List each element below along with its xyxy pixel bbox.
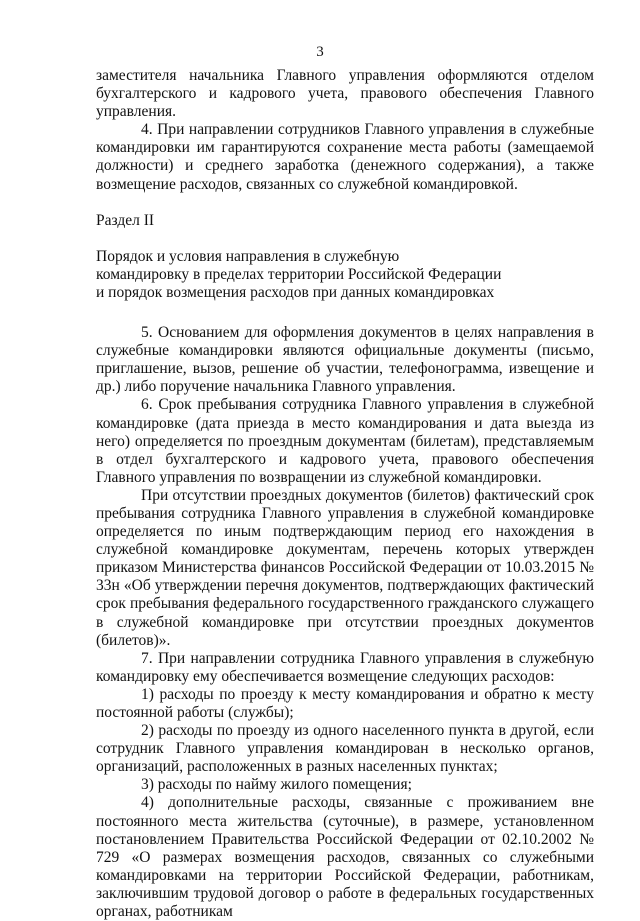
section-title-line: Порядок и условия направления в служебную — [96, 247, 400, 265]
spacer — [96, 302, 594, 324]
section-title-line: и порядок возмещения расходов при данных командировках — [96, 283, 495, 301]
spacer — [96, 194, 594, 212]
spacer — [96, 230, 594, 248]
list-item: 1) расходы по проезду к месту командирования и обратно к месту постоянной работы (службы); — [96, 685, 594, 721]
paragraph: 6. Срок пребывания сотрудника Главного управления в служебной командировке (дата приезда в место командирования и дата выезда из него) определяется по проездным документам (билетам), представляемым в отдел бухгалтерского и кадрового учета, правового обеспечения Главного управления по возвращении из служебной командировки. — [96, 396, 594, 486]
list-item: 3) расходы по найму жилого помещения; — [141, 776, 412, 794]
document-body — [96, 67, 594, 921]
paragraph: При отсутствии проездных документов (билетов) фактический срок пребывания сотрудника Главного управления в служебной командировке определяется по иным подтверждающим период его нахождения в служебной командировке документам, перечень которых утвержден приказом Министерства финансов Российской Федерации от 10.03.2015 № 33н «Об утверждении перечня документов, подтверждающих фактический срок пребывания федерального государственного гражданского служащего в служебной командировке при отсутствии проездных документов (билетов)». — [96, 486, 594, 649]
paragraph: заместителя начальника Главного управления оформляются отделом бухгалтерского и кадрового учета, правового обеспечения Главного управления. — [96, 67, 594, 121]
paragraph: 7. При направлении сотрудника Главного управления в служебную командировку ему обеспечивается возмещение следующих расходов: — [96, 649, 594, 685]
list-item: 4) дополнительные расходы, связанные с проживанием вне постоянного места жительства (суточные), в размере, установленном постановлением Правительства Российской Федерации от 02.10.2002 № 729 «О размерах возмещения расходов, связанных со служебными командировками на территории Российской Федерации, работникам, заключившим трудовой договор о работе в федеральных государственных органах, работникам — [96, 794, 594, 921]
section-title-line: командировку в пределах территории Российской Федерации — [96, 265, 502, 283]
paragraph: 5. Основанием для оформления документов в целях направления в служебные командировки являются официальные документы (письмо, приглашение, вызов, решение об участии, телефонограмма, извещение и др.) либо поручение начальника Главного управления. — [96, 324, 594, 396]
list-item: 2) расходы по проезду из одного населенного пункта в другой, если сотрудник Главного управления командирован в несколько органов, организаций, расположенных в разных населенных пунктах; — [96, 722, 594, 776]
page-number: 3 — [316, 44, 324, 60]
section-number: Раздел II — [96, 211, 155, 229]
paragraph: 4. При направлении сотрудников Главного управления в служебные командировки им гарантируются сохранение места работы (замещаемой должности) и среднего заработка (денежного содержания), а также возмещение расходов, связанных со служебной командировкой. — [96, 121, 594, 193]
